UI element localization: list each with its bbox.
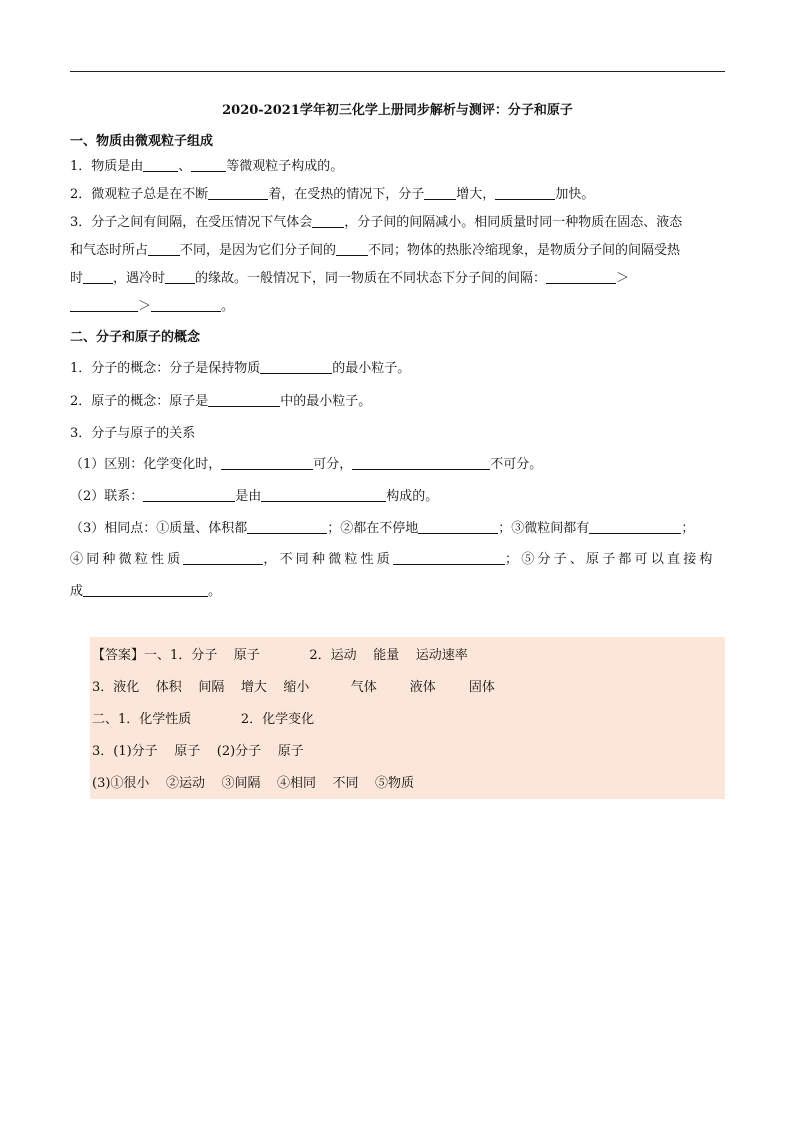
- answer-line-3: 二、1．化学性质 2．化学变化: [92, 712, 315, 727]
- blank[interactable]: [260, 360, 332, 374]
- blank[interactable]: [546, 270, 616, 284]
- blank[interactable]: [221, 456, 313, 470]
- answer-line-2: 3．液化 体积 间隔 增大 缩小 气体 液体 固体: [92, 680, 495, 695]
- blank[interactable]: [191, 158, 226, 172]
- blank[interactable]: [143, 488, 235, 502]
- blank[interactable]: [208, 393, 280, 407]
- section-heading-2: 二、分子和原子的概念: [70, 330, 201, 345]
- blank[interactable]: [247, 520, 327, 534]
- question-1-3-line2: 和气态时所占 不同，是因为它们分子间的 不同；物体的热胀冷缩现象，是物质分子间的间隔受热: [70, 243, 681, 258]
- question-1-3-line3: 时 ，遇冷时 的缘故。一般情况下，同一物质在不同状态下分子间的间隔： ＞: [70, 271, 630, 286]
- blank[interactable]: [83, 270, 113, 284]
- question-1-2: 2．微观粒子总是在不断 着，在受热的情况下，分子 增大， 加快。: [70, 187, 595, 202]
- answer-line-5: (3)①很小 ②运动 ③间隔 ④相同 不同 ⑤物质: [92, 776, 415, 791]
- blank[interactable]: [336, 242, 368, 256]
- question-2-2: 2．原子的概念：原子是 中的最小粒子。: [70, 394, 372, 409]
- question-2-3-part5: 成 。: [70, 584, 222, 599]
- blank[interactable]: [312, 214, 344, 228]
- blank[interactable]: [148, 242, 180, 256]
- blank[interactable]: [165, 270, 195, 284]
- blank[interactable]: [183, 551, 263, 565]
- answer-line-1: 【答案】一、1．分子 原子 2．运动 能量 运动速率: [92, 648, 468, 663]
- blank[interactable]: [424, 186, 456, 200]
- blank[interactable]: [261, 488, 386, 502]
- blank[interactable]: [208, 186, 268, 200]
- blank[interactable]: [83, 583, 208, 597]
- answer-line-4: 3．(1)分子 原子 (2)分子 原子: [92, 744, 304, 759]
- question-2-3-part3: （3）相同点：①质量、体积都 ；②都在不停地 ；③微粒间都有 ；: [70, 521, 695, 536]
- blank[interactable]: [589, 520, 681, 534]
- blank[interactable]: [143, 158, 178, 172]
- question-1-3-line4: ＞ 。: [70, 298, 234, 316]
- question-2-3-part2: （2）联系： 是由 构成的。: [70, 489, 439, 504]
- blank[interactable]: [418, 520, 498, 534]
- blank[interactable]: [151, 298, 221, 312]
- question-2-1: 1．分子的概念：分子是保持物质 的最小粒子。: [70, 361, 411, 376]
- blank[interactable]: [495, 186, 555, 200]
- blank[interactable]: [393, 551, 505, 565]
- question-1-3-line1: 3．分子之间有间隔，在受压情况下气体会 ，分子间的间隔减小。相同质量时同一种物质在固态、液态: [70, 215, 683, 230]
- header-rule: [70, 71, 725, 72]
- blank[interactable]: [352, 456, 490, 470]
- section-heading-1: 一、物质由微观粒子组成: [70, 134, 214, 149]
- question-2-3-part1: （1）区别：化学变化时， 可分， 不可分。: [70, 457, 543, 472]
- question-2-3: 3．分子与原子的关系: [70, 426, 196, 441]
- blank[interactable]: [70, 298, 138, 312]
- page-title: 2020-2021学年初三化学上册同步解析与测评：分子和原子: [222, 103, 573, 118]
- question-2-3-part4: ④同种微粒性质 ，不同种微粒性质 ；⑤分子、原子都可以直接构: [70, 552, 716, 567]
- question-1-1: 1．物质是由 、 等微观粒子构成的。: [70, 159, 344, 174]
